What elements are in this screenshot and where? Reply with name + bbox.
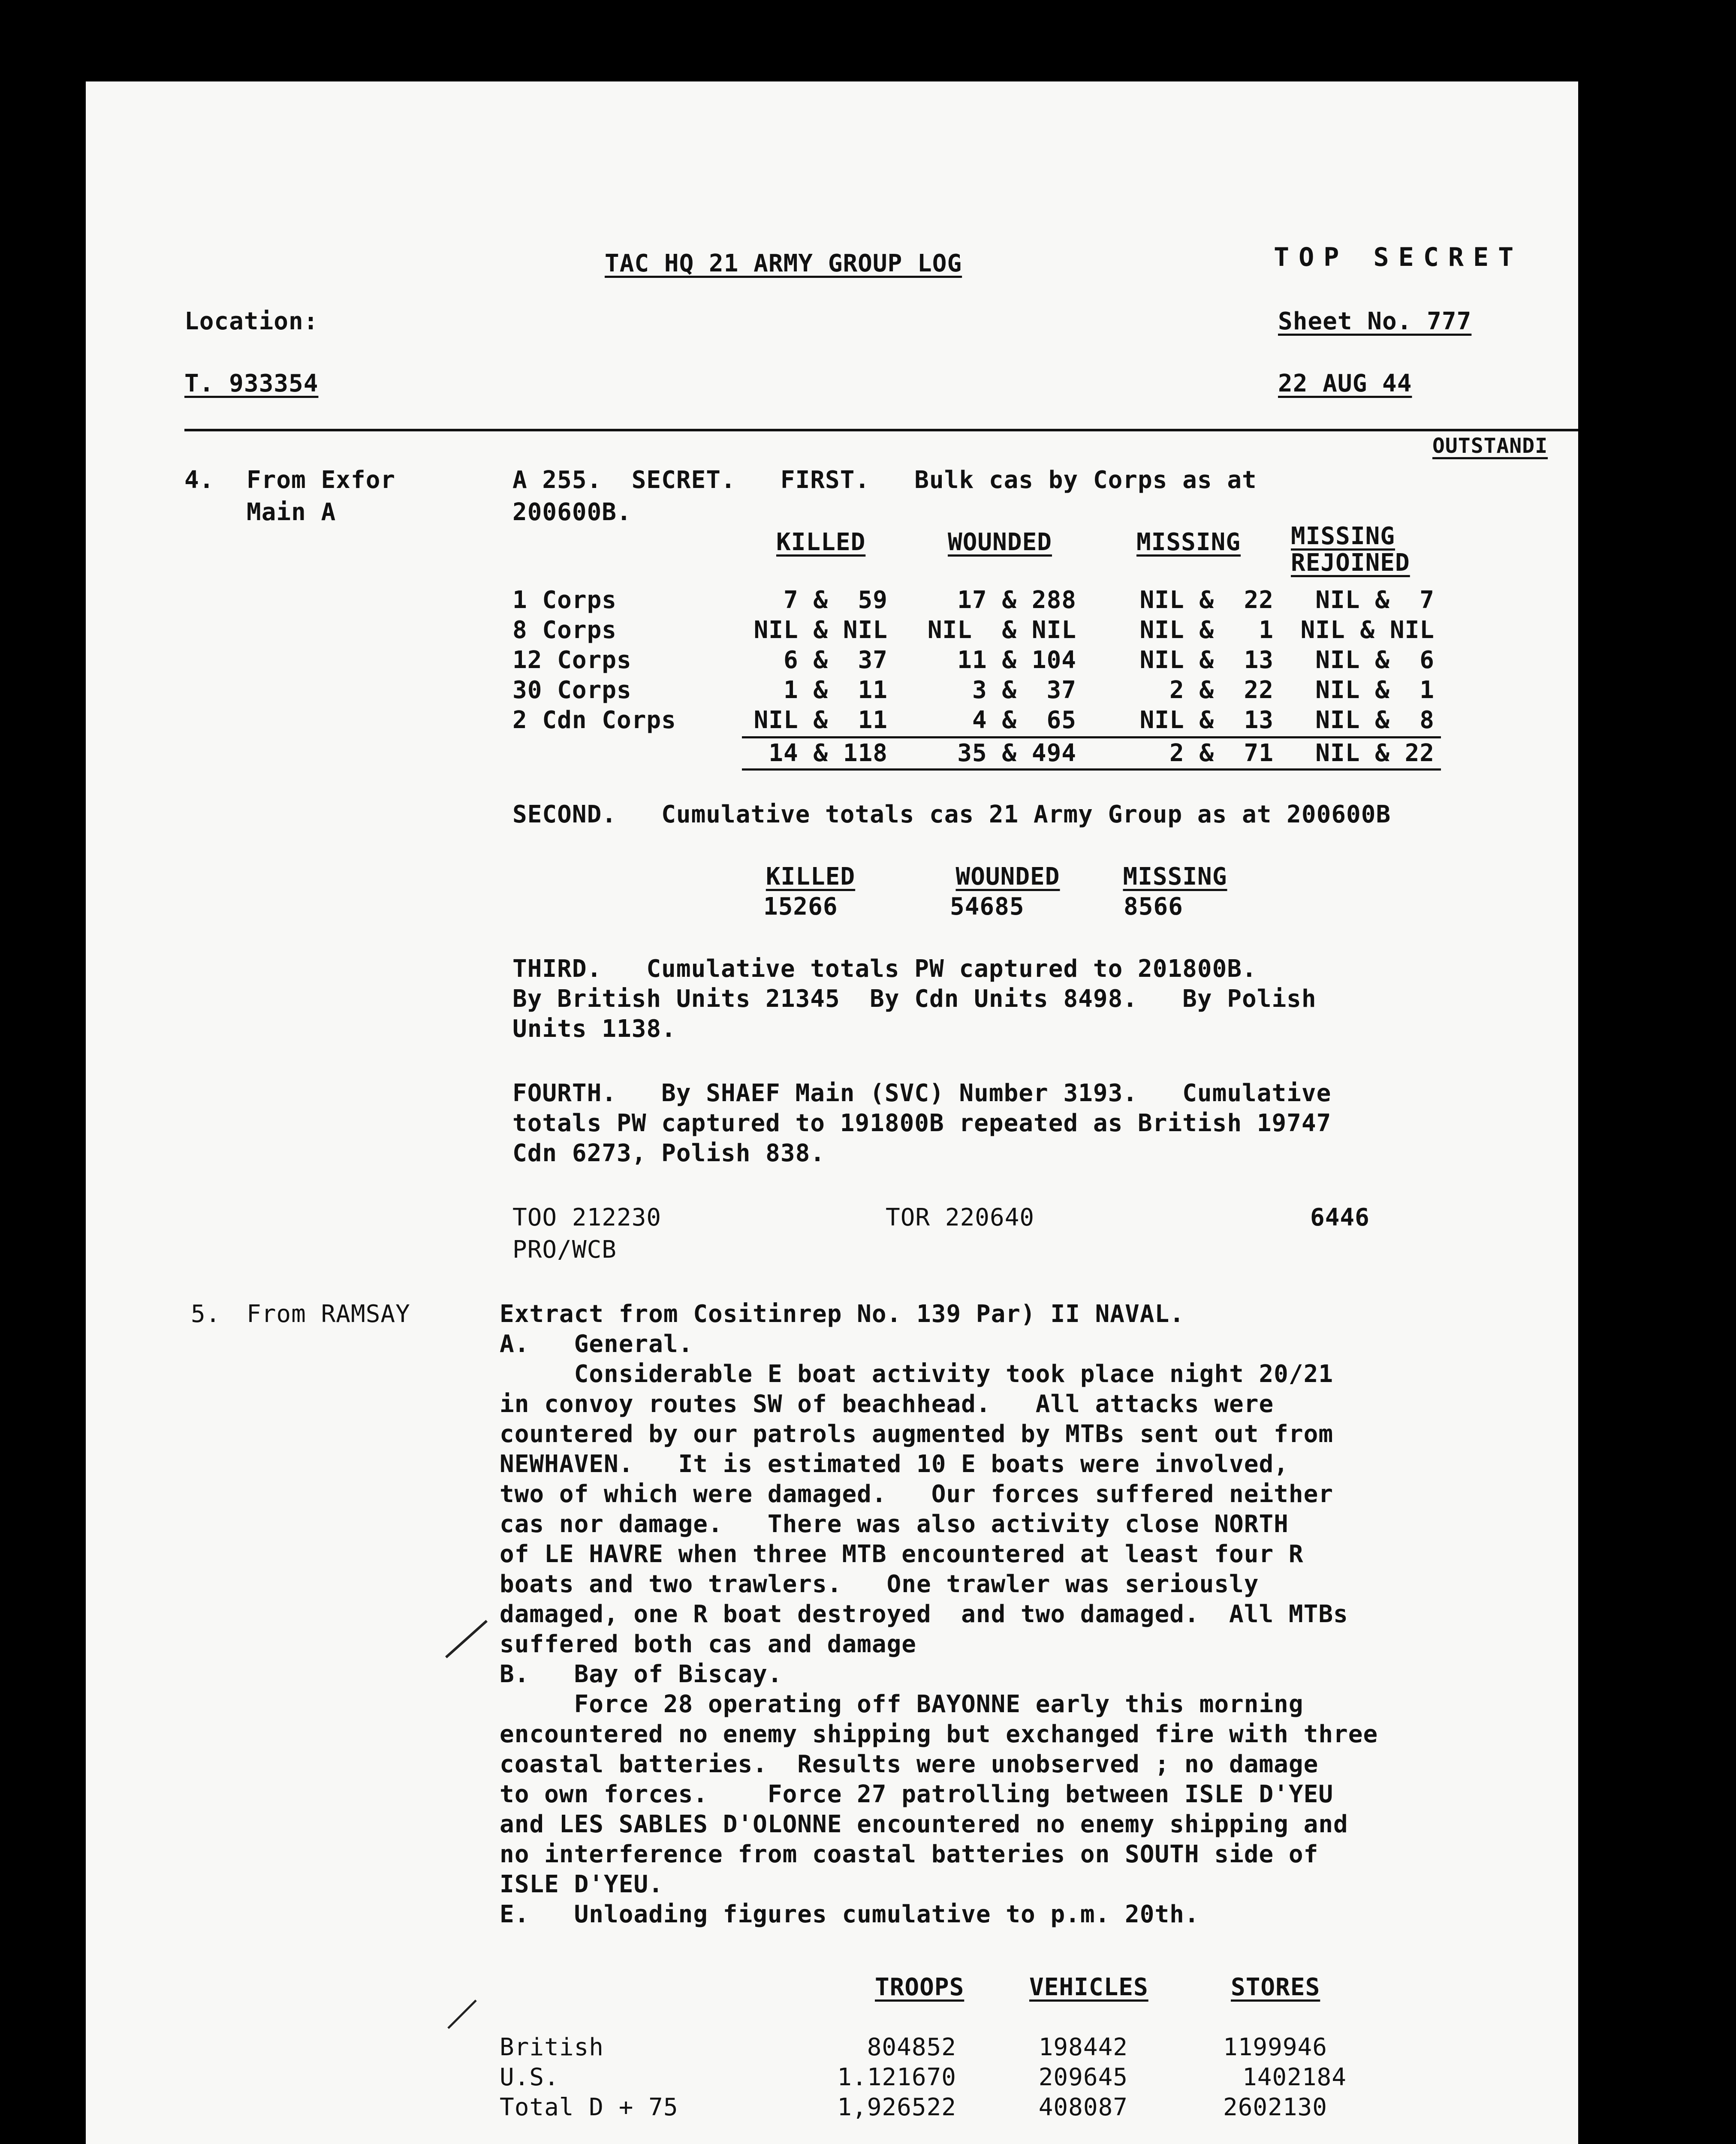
rejoined-cell: NIL & 7 bbox=[1315, 586, 1435, 614]
cum-killed-label: KILLED bbox=[766, 863, 856, 891]
entry-4-tor: TOR 220640 bbox=[886, 1204, 1035, 1232]
col-troops: TROOPS bbox=[875, 1973, 964, 2001]
troops-cell: 804852 bbox=[867, 2033, 956, 2061]
stores-cell: 1199946 bbox=[1223, 2033, 1327, 2061]
body-line: E. Unloading figures cumulative to p.m. 20th. bbox=[500, 1900, 1200, 1928]
log-date: 22 AUG 44 bbox=[1278, 370, 1412, 397]
missing-cell: NIL & 13 bbox=[1139, 706, 1274, 734]
wounded-cell: NIL & NIL bbox=[927, 616, 1076, 644]
body-line: cas nor damage. There was also activity close NORTH bbox=[500, 1510, 1289, 1538]
body-line: Considerable E boat activity took place night 20/21 bbox=[500, 1360, 1334, 1388]
col-missing: MISSING bbox=[1136, 528, 1241, 556]
second-paragraph: SECOND. Cumulative totals cas 21 Army Group as at 200600B bbox=[512, 801, 1391, 828]
missing-cell: 2 & 22 bbox=[1169, 676, 1274, 704]
killed-cell: 1 & 11 bbox=[783, 676, 888, 704]
row-label: British bbox=[500, 2033, 604, 2061]
third-line-3: Units 1138. bbox=[512, 1015, 676, 1043]
body-line: in convoy routes SW of beachhead. All attacks were bbox=[500, 1390, 1274, 1418]
body-line: encountered no enemy shipping but exchanged fire with three bbox=[500, 1720, 1378, 1748]
corps-name: 2 Cdn Corps bbox=[512, 706, 676, 734]
row-label: Total D + 75 bbox=[500, 2093, 678, 2121]
location-label: Location: bbox=[184, 307, 319, 335]
entry-4-from-line-2: Main A bbox=[247, 498, 336, 526]
missing-cell: NIL & 13 bbox=[1139, 646, 1274, 674]
stores-cell: 2602130 bbox=[1223, 2093, 1327, 2121]
cum-missing-value: 8566 bbox=[1124, 893, 1183, 921]
body-line: damaged, one R boat destroyed and two damaged. All MTBs bbox=[500, 1600, 1348, 1628]
body-line: boats and two trawlers. One trawler was seriously bbox=[500, 1570, 1259, 1598]
row-label: U.S. bbox=[500, 2063, 559, 2091]
col-wounded: WOUNDED bbox=[948, 528, 1052, 556]
col-missing-rejoined: MISSING REJOINED bbox=[1291, 522, 1410, 577]
killed-cell: NIL & 11 bbox=[753, 706, 888, 734]
entry-4-from-line-1: From Exfor bbox=[247, 466, 396, 494]
entry-5-number: 5. bbox=[191, 1300, 221, 1328]
missing-total: 2 & 71 bbox=[1169, 739, 1274, 767]
body-line: suffered both cas and damage bbox=[500, 1630, 917, 1658]
body-line: NEWHAVEN. It is estimated 10 E boats were involved, bbox=[500, 1450, 1289, 1478]
entry-4-intro-line-2: 200600B. bbox=[512, 498, 632, 526]
cum-wounded-value: 54685 bbox=[950, 893, 1025, 921]
killed-cell: 6 & 37 bbox=[783, 646, 888, 674]
missing-cell: NIL & 22 bbox=[1139, 586, 1274, 614]
rejoined-cell: NIL & 8 bbox=[1315, 706, 1435, 734]
rejoined-total: NIL & 22 bbox=[1315, 739, 1435, 767]
body-line: two of which were damaged. Our forces suffered neither bbox=[500, 1480, 1334, 1508]
body-line: coastal batteries. Results were unobserved ; no damage bbox=[500, 1750, 1319, 1778]
body-line: Extract from Cositinrep No. 139 Par) II NAVAL. bbox=[500, 1300, 1184, 1328]
wounded-cell: 11 & 104 bbox=[957, 646, 1076, 674]
troops-cell: 1.121670 bbox=[837, 2063, 956, 2091]
sheet-number: Sheet No. 777 bbox=[1278, 307, 1472, 335]
cum-missing-label: MISSING bbox=[1123, 863, 1227, 891]
body-line: A. General. bbox=[500, 1330, 693, 1358]
outstanding-label: OUTSTANDI bbox=[1432, 434, 1548, 458]
corps-name: 1 Corps bbox=[512, 586, 617, 614]
entry-4-pro: PRO/WCB bbox=[512, 1236, 617, 1264]
vehicles-cell: 408087 bbox=[1038, 2093, 1128, 2121]
rejoined-cell: NIL & 6 bbox=[1315, 646, 1435, 674]
body-line: to own forces. Force 27 patrolling between ISLE D'YEU bbox=[500, 1780, 1334, 1808]
rejoined-cell: NIL & NIL bbox=[1300, 616, 1435, 644]
third-line-2: By British Units 21345 By Cdn Units 8498. By Polish bbox=[512, 985, 1317, 1013]
vehicles-cell: 198442 bbox=[1038, 2033, 1128, 2061]
col-killed: KILLED bbox=[776, 528, 866, 556]
corps-name: 8 Corps bbox=[512, 616, 617, 644]
col-vehicles: VEHICLES bbox=[1029, 1973, 1148, 2001]
entry-4-serial: 6446 bbox=[1310, 1204, 1370, 1232]
rejoined-cell: NIL & 1 bbox=[1315, 676, 1435, 704]
troops-cell: 1,926522 bbox=[837, 2093, 956, 2121]
wounded-total: 35 & 494 bbox=[957, 739, 1076, 767]
missing-cell: NIL & 1 bbox=[1139, 616, 1274, 644]
body-line: B. Bay of Biscay. bbox=[500, 1660, 783, 1688]
wounded-cell: 4 & 65 bbox=[972, 706, 1076, 734]
wounded-cell: 3 & 37 bbox=[972, 676, 1076, 704]
corps-name: 12 Corps bbox=[512, 646, 632, 674]
fourth-line-3: Cdn 6273, Polish 838. bbox=[512, 1139, 826, 1167]
body-line: countered by our patrols augmented by MTBs sent out from bbox=[500, 1420, 1334, 1448]
body-line: and LES SABLES D'OLONNE encountered no enemy shipping and bbox=[500, 1810, 1348, 1838]
killed-cell: NIL & NIL bbox=[753, 616, 888, 644]
stores-cell: 1402184 bbox=[1242, 2063, 1347, 2091]
entry-4-intro-line-1: A 255. SECRET. FIRST. Bulk cas by Corps as at bbox=[512, 466, 1257, 494]
entry-5-from: From RAMSAY bbox=[247, 1300, 410, 1328]
vehicles-cell: 209645 bbox=[1038, 2063, 1128, 2091]
corps-name: 30 Corps bbox=[512, 676, 632, 704]
cum-wounded-label: WOUNDED bbox=[955, 863, 1060, 891]
fourth-line-1: FOURTH. By SHAEF Main (SVC) Number 3193. Cumulative bbox=[512, 1079, 1332, 1107]
cum-killed-value: 15266 bbox=[763, 893, 838, 921]
tick-mark-icon bbox=[442, 1617, 493, 1664]
body-line: Force 28 operating off BAYONNE early this morning bbox=[500, 1690, 1304, 1718]
classification: TOP SECRET bbox=[1274, 242, 1523, 272]
body-line: no interference from coastal batteries on SOUTH side of bbox=[500, 1840, 1319, 1868]
body-line: ISLE D'YEU. bbox=[500, 1870, 663, 1898]
col-stores: STORES bbox=[1231, 1973, 1320, 2001]
third-line-1: THIRD. Cumulative totals PW captured to 201800B. bbox=[512, 955, 1257, 983]
body-line: of LE HAVRE when three MTB encountered at least four R bbox=[500, 1540, 1304, 1568]
total-rule bbox=[742, 768, 1441, 771]
tick-mark-icon bbox=[444, 1994, 482, 2033]
header-rule bbox=[184, 429, 1578, 431]
fourth-line-2: totals PW captured to 191800B repeated as British 19747 bbox=[512, 1109, 1332, 1137]
entry-4-too: TOO 212230 bbox=[512, 1204, 662, 1232]
wounded-cell: 17 & 288 bbox=[957, 586, 1076, 614]
killed-cell: 7 & 59 bbox=[783, 586, 888, 614]
killed-total: 14 & 118 bbox=[769, 739, 888, 767]
grid-reference: T. 933354 bbox=[184, 370, 319, 397]
log-title: TAC HQ 21 ARMY GROUP LOG bbox=[605, 250, 962, 277]
entry-4-number: 4. bbox=[184, 466, 214, 494]
